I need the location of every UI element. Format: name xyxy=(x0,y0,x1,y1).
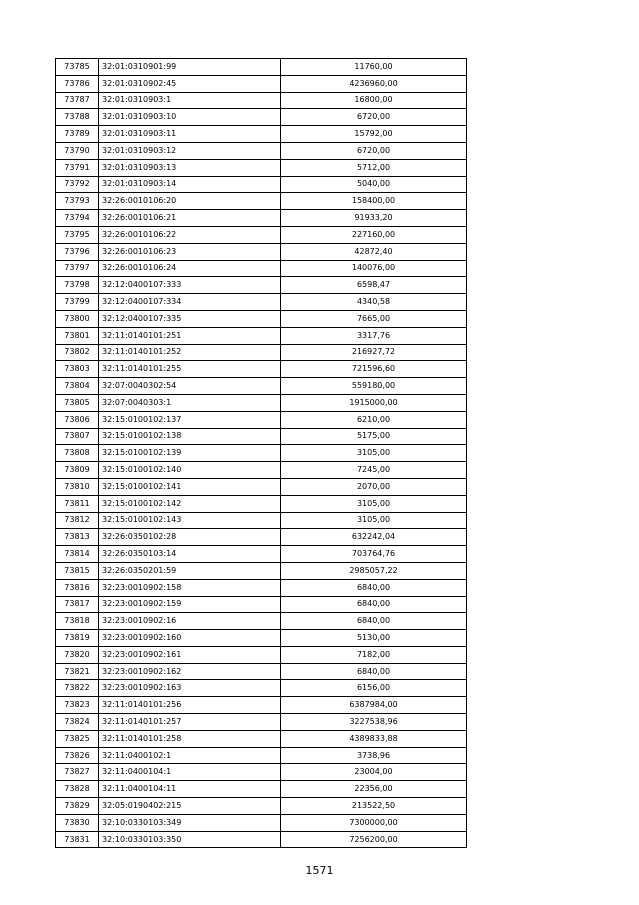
value-cell: 158400,00 xyxy=(281,193,467,210)
table-row xyxy=(56,75,467,92)
table-row xyxy=(56,596,467,613)
cadastral-number-cell: 32:23:0010902:160 xyxy=(99,630,281,647)
cadastral-number-cell: 32:26:0350103:14 xyxy=(99,546,281,563)
cadastral-number-cell: 32:01:0310903:14 xyxy=(99,176,281,193)
cadastral-number-cell: 32:12:0400107:335 xyxy=(99,310,281,327)
value-cell: 216927,72 xyxy=(281,344,467,361)
row-id-cell: 73805 xyxy=(56,394,99,411)
table-row xyxy=(56,193,467,210)
cadastral-number-cell: 32:11:0140101:251 xyxy=(99,327,281,344)
cadastral-number-cell: 32:11:0140101:256 xyxy=(99,697,281,714)
cadastral-number-cell: 32:26:0350201:59 xyxy=(99,562,281,579)
table-row xyxy=(56,747,467,764)
cadastral-number-cell: 32:11:0400104:11 xyxy=(99,781,281,798)
row-id-cell: 73820 xyxy=(56,646,99,663)
table-row xyxy=(56,327,467,344)
cadastral-number-cell: 32:12:0400107:334 xyxy=(99,294,281,311)
table-row xyxy=(56,495,467,512)
row-id-cell: 73791 xyxy=(56,159,99,176)
cadastral-number-cell: 32:26:0010106:22 xyxy=(99,226,281,243)
row-id-cell: 73825 xyxy=(56,730,99,747)
value-cell: 559180,00 xyxy=(281,378,467,395)
table-row xyxy=(56,277,467,294)
cadastral-number-cell: 32:01:0310903:13 xyxy=(99,159,281,176)
cadastral-number-cell: 32:12:0400107:333 xyxy=(99,277,281,294)
cadastral-number-cell: 32:10:0330103:350 xyxy=(99,831,281,848)
table-row xyxy=(56,260,467,277)
cadastral-number-cell: 32:01:0310903:12 xyxy=(99,142,281,159)
row-id-cell: 73794 xyxy=(56,210,99,227)
row-id-cell: 73792 xyxy=(56,176,99,193)
table-row xyxy=(56,310,467,327)
cadastral-number-cell: 32:01:0310903:1 xyxy=(99,92,281,109)
table-row xyxy=(56,210,467,227)
row-id-cell: 73817 xyxy=(56,596,99,613)
table-row xyxy=(56,226,467,243)
value-cell: 4340,58 xyxy=(281,294,467,311)
table-row xyxy=(56,546,467,563)
table-row xyxy=(56,92,467,109)
table-row xyxy=(56,361,467,378)
value-cell: 6840,00 xyxy=(281,596,467,613)
value-cell: 3105,00 xyxy=(281,495,467,512)
row-id-cell: 73800 xyxy=(56,310,99,327)
cadastral-number-cell: 32:26:0350102:28 xyxy=(99,529,281,546)
row-id-cell: 73822 xyxy=(56,680,99,697)
value-cell: 7245,00 xyxy=(281,462,467,479)
value-cell: 22356,00 xyxy=(281,781,467,798)
cadastral-number-cell: 32:05:0190402:215 xyxy=(99,798,281,815)
table-row xyxy=(56,344,467,361)
value-cell: 11760,00 xyxy=(281,59,467,76)
value-cell: 3317,76 xyxy=(281,327,467,344)
cadastral-number-cell: 32:10:0330103:349 xyxy=(99,814,281,831)
value-cell: 703764,76 xyxy=(281,546,467,563)
page-number: 1571 xyxy=(305,864,334,877)
row-id-cell: 73814 xyxy=(56,546,99,563)
row-id-cell: 73797 xyxy=(56,260,99,277)
table-row xyxy=(56,378,467,395)
row-id-cell: 73786 xyxy=(56,75,99,92)
value-cell: 3105,00 xyxy=(281,512,467,529)
row-id-cell: 73790 xyxy=(56,142,99,159)
value-cell: 5130,00 xyxy=(281,630,467,647)
value-cell: 213522,50 xyxy=(281,798,467,815)
table-row xyxy=(56,562,467,579)
row-id-cell: 73811 xyxy=(56,495,99,512)
cadastral-number-cell: 32:11:0400104:1 xyxy=(99,764,281,781)
row-id-cell: 73803 xyxy=(56,361,99,378)
row-id-cell: 73796 xyxy=(56,243,99,260)
row-id-cell: 73816 xyxy=(56,579,99,596)
cadastral-number-cell: 32:26:0010106:24 xyxy=(99,260,281,277)
row-id-cell: 73812 xyxy=(56,512,99,529)
value-cell: 7300000,00 xyxy=(281,814,467,831)
cadastral-number-cell: 32:23:0010902:163 xyxy=(99,680,281,697)
row-id-cell: 73813 xyxy=(56,529,99,546)
value-cell: 5040,00 xyxy=(281,176,467,193)
value-cell: 6156,00 xyxy=(281,680,467,697)
value-cell: 42872,40 xyxy=(281,243,467,260)
row-id-cell: 73787 xyxy=(56,92,99,109)
value-cell: 6840,00 xyxy=(281,579,467,596)
table-row xyxy=(56,814,467,831)
table-row xyxy=(56,697,467,714)
row-id-cell: 73793 xyxy=(56,193,99,210)
value-cell: 227160,00 xyxy=(281,226,467,243)
value-cell: 7256200,00 xyxy=(281,831,467,848)
table-row xyxy=(56,714,467,731)
table-row xyxy=(56,109,467,126)
table-row xyxy=(56,831,467,848)
row-id-cell: 73788 xyxy=(56,109,99,126)
value-cell: 2070,00 xyxy=(281,478,467,495)
cadastral-number-cell: 32:26:0010106:20 xyxy=(99,193,281,210)
value-cell: 91933,20 xyxy=(281,210,467,227)
row-id-cell: 73804 xyxy=(56,378,99,395)
value-cell: 5712,00 xyxy=(281,159,467,176)
cadastral-number-cell: 32:01:0310902:45 xyxy=(99,75,281,92)
value-cell: 632242,04 xyxy=(281,529,467,546)
row-id-cell: 73828 xyxy=(56,781,99,798)
table-row xyxy=(56,59,467,76)
table-row xyxy=(56,663,467,680)
table-row xyxy=(56,730,467,747)
table-row xyxy=(56,613,467,630)
table-row xyxy=(56,512,467,529)
table-row xyxy=(56,142,467,159)
table-row xyxy=(56,781,467,798)
table-row xyxy=(56,445,467,462)
row-id-cell: 73785 xyxy=(56,59,99,76)
table-row xyxy=(56,579,467,596)
value-cell: 7182,00 xyxy=(281,646,467,663)
table-row xyxy=(56,243,467,260)
cadastral-number-cell: 32:01:0310903:10 xyxy=(99,109,281,126)
cadastral-number-cell: 32:07:0040302:54 xyxy=(99,378,281,395)
table-row xyxy=(56,176,467,193)
row-id-cell: 73824 xyxy=(56,714,99,731)
row-id-cell: 73829 xyxy=(56,798,99,815)
cadastral-number-cell: 32:15:0100102:141 xyxy=(99,478,281,495)
table-row xyxy=(56,428,467,445)
cadastral-number-cell: 32:23:0010902:162 xyxy=(99,663,281,680)
table-row xyxy=(56,646,467,663)
value-cell: 1915000,00 xyxy=(281,394,467,411)
records-table xyxy=(55,58,467,848)
table-row xyxy=(56,462,467,479)
row-id-cell: 73807 xyxy=(56,428,99,445)
cadastral-number-cell: 32:15:0100102:140 xyxy=(99,462,281,479)
cadastral-number-cell: 32:15:0100102:138 xyxy=(99,428,281,445)
row-id-cell: 73810 xyxy=(56,478,99,495)
cadastral-number-cell: 32:01:0310901:99 xyxy=(99,59,281,76)
value-cell: 3227538,96 xyxy=(281,714,467,731)
row-id-cell: 73818 xyxy=(56,613,99,630)
value-cell: 721596,60 xyxy=(281,361,467,378)
row-id-cell: 73823 xyxy=(56,697,99,714)
table-row xyxy=(56,394,467,411)
row-id-cell: 73819 xyxy=(56,630,99,647)
table-row xyxy=(56,764,467,781)
table-row xyxy=(56,159,467,176)
cadastral-number-cell: 32:11:0400102:1 xyxy=(99,747,281,764)
table-row xyxy=(56,411,467,428)
value-cell: 4389833,88 xyxy=(281,730,467,747)
value-cell: 6720,00 xyxy=(281,142,467,159)
row-id-cell: 73815 xyxy=(56,562,99,579)
row-id-cell: 73802 xyxy=(56,344,99,361)
value-cell: 2985057,22 xyxy=(281,562,467,579)
cadastral-number-cell: 32:23:0010902:159 xyxy=(99,596,281,613)
table-row xyxy=(56,630,467,647)
cadastral-number-cell: 32:15:0100102:143 xyxy=(99,512,281,529)
cadastral-number-cell: 32:07:0040303:1 xyxy=(99,394,281,411)
value-cell: 5175,00 xyxy=(281,428,467,445)
row-id-cell: 73830 xyxy=(56,814,99,831)
cadastral-number-cell: 32:15:0100102:139 xyxy=(99,445,281,462)
value-cell: 140076,00 xyxy=(281,260,467,277)
value-cell: 3105,00 xyxy=(281,445,467,462)
cadastral-number-cell: 32:23:0010902:161 xyxy=(99,646,281,663)
value-cell: 15792,00 xyxy=(281,126,467,143)
value-cell: 7665,00 xyxy=(281,310,467,327)
row-id-cell: 73799 xyxy=(56,294,99,311)
table-row xyxy=(56,294,467,311)
table-row xyxy=(56,798,467,815)
row-id-cell: 73809 xyxy=(56,462,99,479)
cadastral-number-cell: 32:15:0100102:137 xyxy=(99,411,281,428)
value-cell: 6210,00 xyxy=(281,411,467,428)
row-id-cell: 73806 xyxy=(56,411,99,428)
row-id-cell: 73831 xyxy=(56,831,99,848)
value-cell: 4236960,00 xyxy=(281,75,467,92)
cadastral-number-cell: 32:26:0010106:21 xyxy=(99,210,281,227)
row-id-cell: 73801 xyxy=(56,327,99,344)
table-row xyxy=(56,529,467,546)
row-id-cell: 73789 xyxy=(56,126,99,143)
row-id-cell: 73795 xyxy=(56,226,99,243)
cadastral-number-cell: 32:11:0140101:255 xyxy=(99,361,281,378)
cadastral-number-cell: 32:11:0140101:257 xyxy=(99,714,281,731)
value-cell: 3738,96 xyxy=(281,747,467,764)
cadastral-number-cell: 32:01:0310903:11 xyxy=(99,126,281,143)
table-row xyxy=(56,478,467,495)
value-cell: 6598,47 xyxy=(281,277,467,294)
cadastral-number-cell: 32:26:0010106:23 xyxy=(99,243,281,260)
table-row xyxy=(56,680,467,697)
row-id-cell: 73821 xyxy=(56,663,99,680)
cadastral-number-cell: 32:11:0140101:252 xyxy=(99,344,281,361)
value-cell: 6840,00 xyxy=(281,613,467,630)
value-cell: 6840,00 xyxy=(281,663,467,680)
cadastral-number-cell: 32:23:0010902:158 xyxy=(99,579,281,596)
value-cell: 16800,00 xyxy=(281,92,467,109)
row-id-cell: 73798 xyxy=(56,277,99,294)
row-id-cell: 73827 xyxy=(56,764,99,781)
cadastral-number-cell: 32:15:0100102:142 xyxy=(99,495,281,512)
row-id-cell: 73808 xyxy=(56,445,99,462)
cadastral-number-cell: 32:11:0140101:258 xyxy=(99,730,281,747)
table-row xyxy=(56,126,467,143)
cadastral-number-cell: 32:23:0010902:16 xyxy=(99,613,281,630)
row-id-cell: 73826 xyxy=(56,747,99,764)
value-cell: 6387984,00 xyxy=(281,697,467,714)
value-cell: 23004,00 xyxy=(281,764,467,781)
records-table-body xyxy=(56,59,467,848)
value-cell: 6720,00 xyxy=(281,109,467,126)
